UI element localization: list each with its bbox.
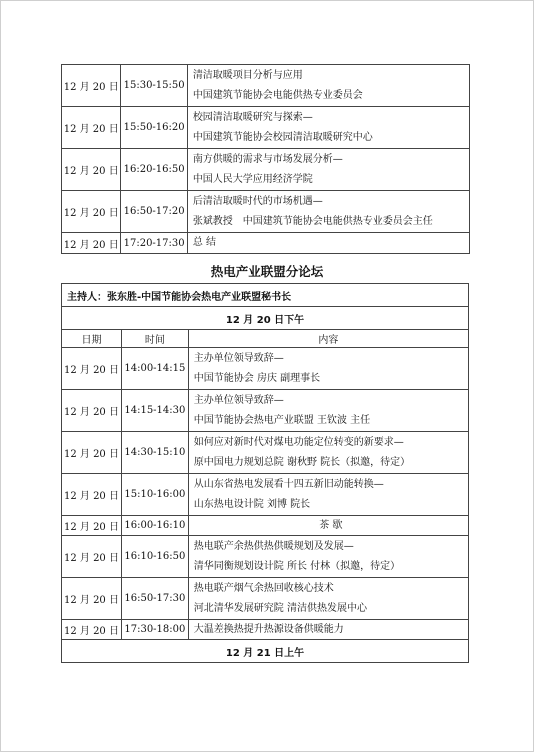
row-content	[188, 536, 468, 578]
row-content	[188, 578, 468, 620]
schedule-table-cogeneration-forum	[61, 283, 469, 663]
row-date: 12 月 20 日	[62, 474, 122, 516]
row-time: 15:50-16:20	[121, 107, 187, 149]
row-time: 14:15-14:30	[121, 390, 188, 432]
content-line: 后清洁取暖时代的市场机遇—	[192, 195, 323, 207]
table-row	[62, 191, 470, 233]
row-time: 16:20-16:50	[121, 149, 187, 191]
header-time: 时间	[121, 330, 188, 348]
row-date: 12 月 20 日	[62, 233, 121, 254]
row-date: 12 月 20 日	[62, 107, 121, 149]
content-line: 大温差换热提升热源设备供暖能力	[193, 624, 344, 635]
table-row	[62, 516, 469, 536]
session-row	[62, 307, 469, 330]
table-row	[62, 149, 470, 191]
row-date: 12 月 20 日	[62, 620, 122, 640]
table-row	[62, 536, 469, 578]
session-heading-afternoon: 12 月 20 日下午	[62, 307, 469, 330]
content-line: 清华同衡规划设计院 所长 付林（拟邀，待定）	[193, 560, 401, 572]
content-line: 主办单位领导致辞—	[193, 394, 284, 406]
row-date: 12 月 20 日	[62, 348, 122, 390]
row-time: 14:30-15:10	[121, 432, 188, 474]
row-content	[187, 65, 469, 107]
row-time: 16:50-17:20	[121, 191, 187, 233]
row-content	[188, 348, 468, 390]
row-time: 15:30-15:50	[121, 65, 187, 107]
row-date: 12 月 20 日	[62, 578, 122, 620]
row-time: 17:30-18:00	[121, 620, 188, 640]
row-time: 16:00-16:10	[121, 516, 188, 536]
content-line: 中国节能协会热电产业联盟 王钦波 主任	[193, 414, 371, 426]
table-row	[62, 390, 469, 432]
row-date: 12 月 20 日	[62, 390, 122, 432]
content-line: 中国节能协会 房庆 副理事长	[193, 372, 321, 384]
forum-title: 热电产业联盟分论坛	[210, 264, 324, 279]
table-row	[62, 348, 469, 390]
row-content	[187, 191, 469, 233]
header-content: 内容	[188, 330, 468, 348]
content-line: 茶 歇	[319, 520, 343, 531]
row-date: 12 月 20 日	[62, 65, 121, 107]
row-content	[187, 149, 469, 191]
table-row	[62, 474, 469, 516]
content-line: 中国人民大学应用经济学院	[192, 173, 313, 185]
row-time: 16:10-16:50	[121, 536, 188, 578]
row-date: 12 月 20 日	[62, 149, 121, 191]
row-content	[188, 432, 468, 474]
content-line: 总 结	[192, 237, 216, 248]
table-header-row	[62, 330, 469, 348]
content-line: 校园清洁取暖研究与探索—	[192, 111, 313, 123]
header-date: 日期	[62, 330, 122, 348]
content-line: 河北清华发展研究院 清洁供热发展中心	[193, 602, 367, 614]
forum-host: 主持人：张东胜-中国节能协会热电产业联盟秘书长	[62, 284, 469, 307]
host-row	[62, 284, 469, 307]
row-time: 17:20-17:30	[121, 233, 187, 254]
content-line: 中国建筑节能协会校园清洁取暖研究中心	[192, 131, 373, 143]
content-line: 热电联产烟气余热回收核心技术	[193, 582, 334, 594]
table-row	[62, 578, 469, 620]
content-line: 从山东省热电发展看十四五新旧动能转换—	[193, 478, 384, 490]
row-date: 12 月 20 日	[62, 516, 122, 536]
row-time: 14:00-14:15	[121, 348, 188, 390]
row-time: 15:10-16:00	[121, 474, 188, 516]
content-line: 南方供暖的需求与市场发展分析—	[192, 153, 343, 165]
row-date: 12 月 20 日	[62, 191, 121, 233]
row-content	[188, 516, 468, 536]
session-row	[62, 640, 469, 663]
row-date: 12 月 20 日	[62, 432, 122, 474]
table-row	[62, 107, 470, 149]
table-row	[62, 620, 469, 640]
content-line: 山东热电设计院 刘博 院长	[193, 498, 311, 510]
content-line: 原中国电力规划总院 谢秋野 院长（拟邀，待定）	[193, 456, 411, 468]
schedule-table-electric-heating	[61, 64, 470, 254]
row-content	[188, 390, 468, 432]
row-content	[188, 474, 468, 516]
content-line: 张斌教授 中国建筑节能协会电能供热专业委员会主任	[192, 215, 433, 227]
content-line: 中国建筑节能协会电能供热专业委员会	[192, 89, 363, 101]
content-line: 主办单位领导致辞—	[193, 352, 284, 364]
row-time: 16:50-17:30	[121, 578, 188, 620]
row-content	[188, 620, 468, 640]
session-heading-morning: 12 月 21 日上午	[62, 640, 469, 663]
row-date: 12 月 20 日	[62, 536, 122, 578]
table-row	[62, 65, 470, 107]
content-line: 如何应对新时代对煤电功能定位转变的新要求—	[193, 436, 404, 448]
table-row	[62, 432, 469, 474]
row-content	[187, 107, 469, 149]
content-line: 热电联产余热供热供暖规划及发展—	[193, 540, 354, 552]
row-content	[187, 233, 469, 254]
table-row	[62, 233, 470, 254]
content-line: 清洁取暖项目分析与应用	[192, 69, 303, 81]
